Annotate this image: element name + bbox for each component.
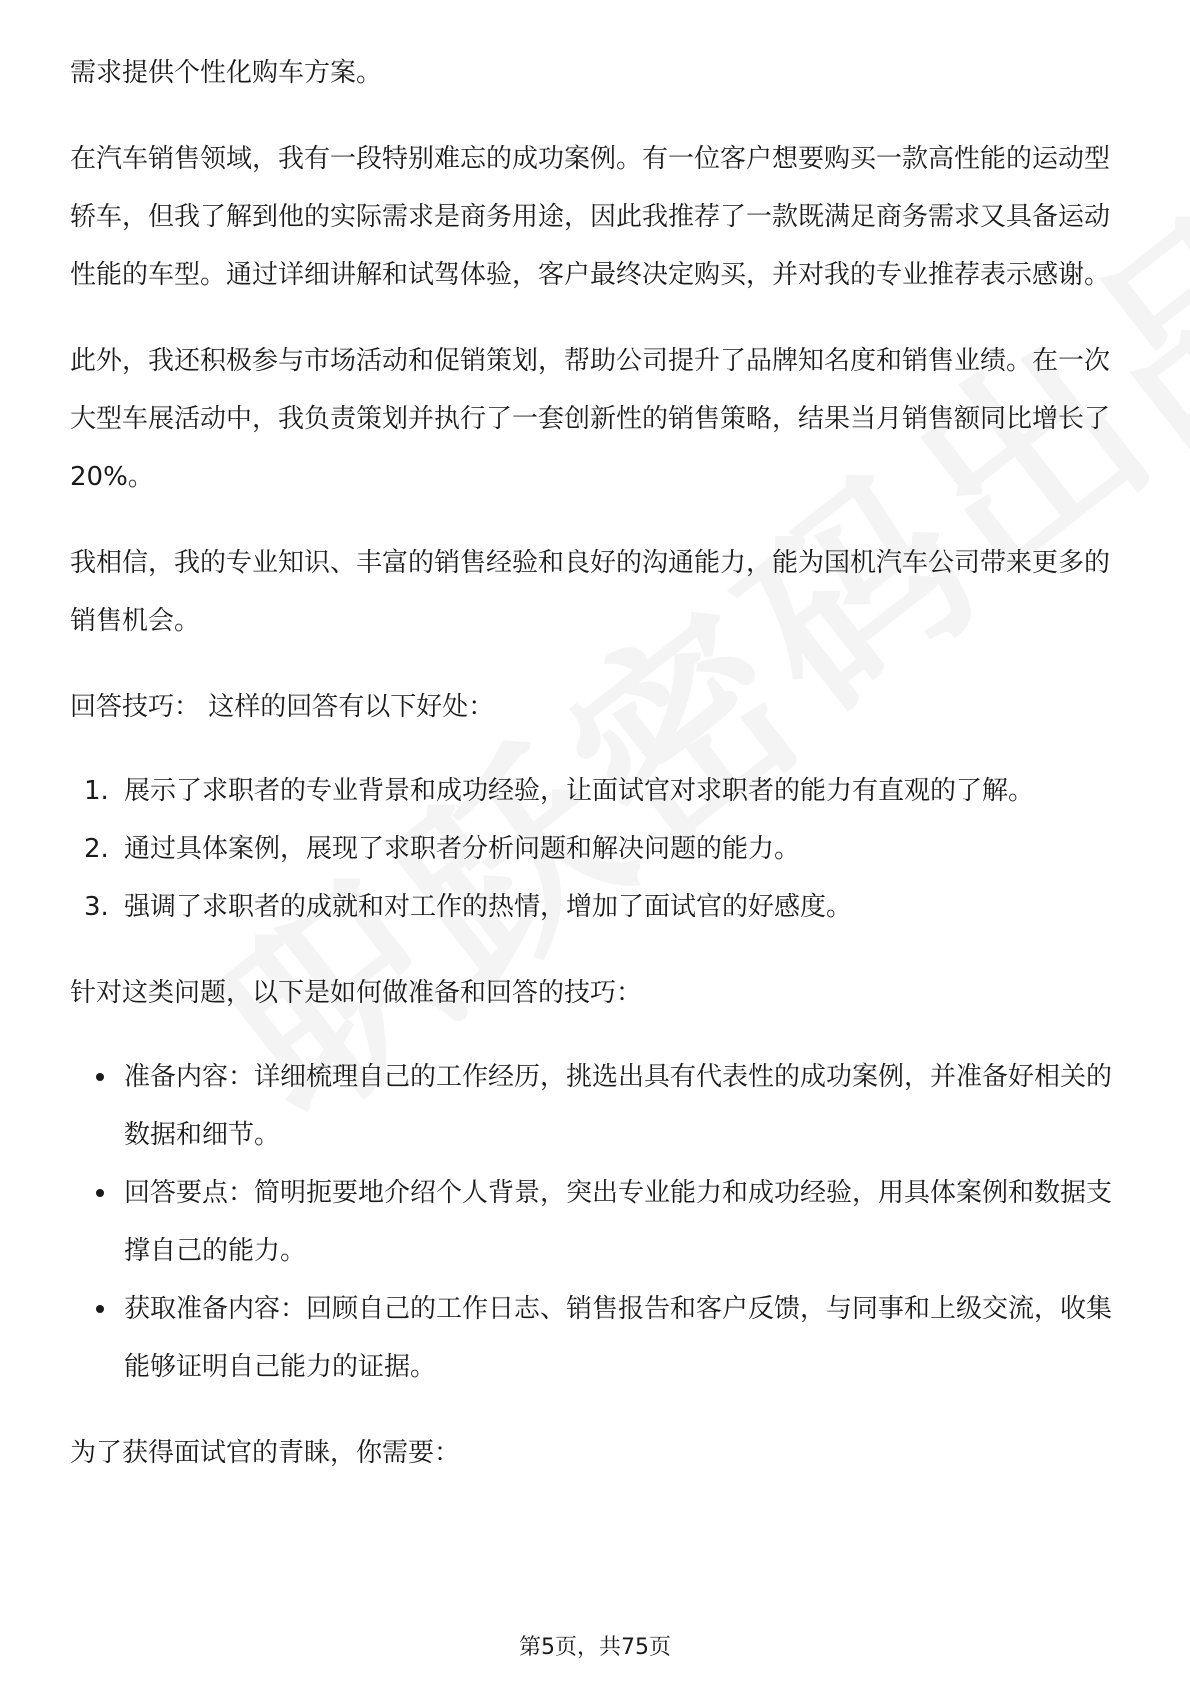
list-item-text: 准备内容：详细梳理自己的工作经历，挑选出具有代表性的成功案例，并准备好相关的数据和细节。 [124,1062,1113,1150]
list-item [70,762,1120,820]
list-item-text: 展示了求职者的专业背景和成功经验，让面试官对求职者的能力有直观的了解。 [124,776,1035,806]
list-number: 2. [84,834,109,864]
page-number-footer: 第5页，共75页 [519,1635,671,1660]
numbered-list [70,762,1120,936]
bullet-dot-icon [96,1073,104,1081]
paragraph-prep-heading: 针对这类问题，以下是如何做准备和回答的技巧： [70,978,643,1008]
paragraph-intro-tail: 需求提供个性化购车方案。 [70,58,383,88]
bullet-list [70,1048,1120,1396]
list-item [70,1164,1120,1280]
list-item [70,1280,1120,1396]
list-number: 1. [84,776,109,806]
bullet-dot-icon [96,1305,104,1313]
list-item-text: 通过具体案例，展现了求职者分析问题和解决问题的能力。 [124,834,801,864]
page-content [70,44,1120,1510]
list-item [70,878,1120,936]
list-item-text: 获取准备内容：回顾自己的工作日志、销售报告和客户反馈，与同事和上级交流，收集能够证明自己能力的证据。 [124,1294,1113,1382]
list-item-text: 回答要点：简明扼要地介绍个人背景，突出专业能力和成功经验，用具体案例和数据支撑自己的能力。 [124,1178,1113,1266]
paragraph-tips-heading: 回答技巧： 这样的回答有以下好处： [70,692,495,722]
bullet-dot-icon [96,1189,104,1197]
list-item-text: 强调了求职者的成就和对工作的热情，增加了面试官的好感度。 [124,892,853,922]
list-number: 3. [84,892,109,922]
list-item [70,820,1120,878]
list-item [70,1048,1120,1164]
paragraph-success-case: 在汽车销售领域，我有一段特别难忘的成功案例。有一位客户想要购买一款高性能的运动型轿车，但我了解到他的实际需求是商务用途，因此我推荐了一款既满足商务需求又具备运动性能的车型。通过详细讲解和试驾体验，客户最终决定购买，并对我的专业推荐表示感谢。 [70,144,1111,290]
paragraph-marketing: 此外，我还积极参与市场活动和促销策划，帮助公司提升了品牌知名度和销售业绩。在一次大型车展活动中，我负责策划并执行了一套创新性的销售策略，结果当月销售额同比增长了20%。 [70,346,1111,492]
paragraph-belief: 我相信，我的专业知识、丰富的销售经验和良好的沟通能力，能为国机汽车公司带来更多的销售机会。 [70,548,1111,636]
paragraph-closing: 为了获得面试官的青睐，你需要： [70,1438,461,1468]
